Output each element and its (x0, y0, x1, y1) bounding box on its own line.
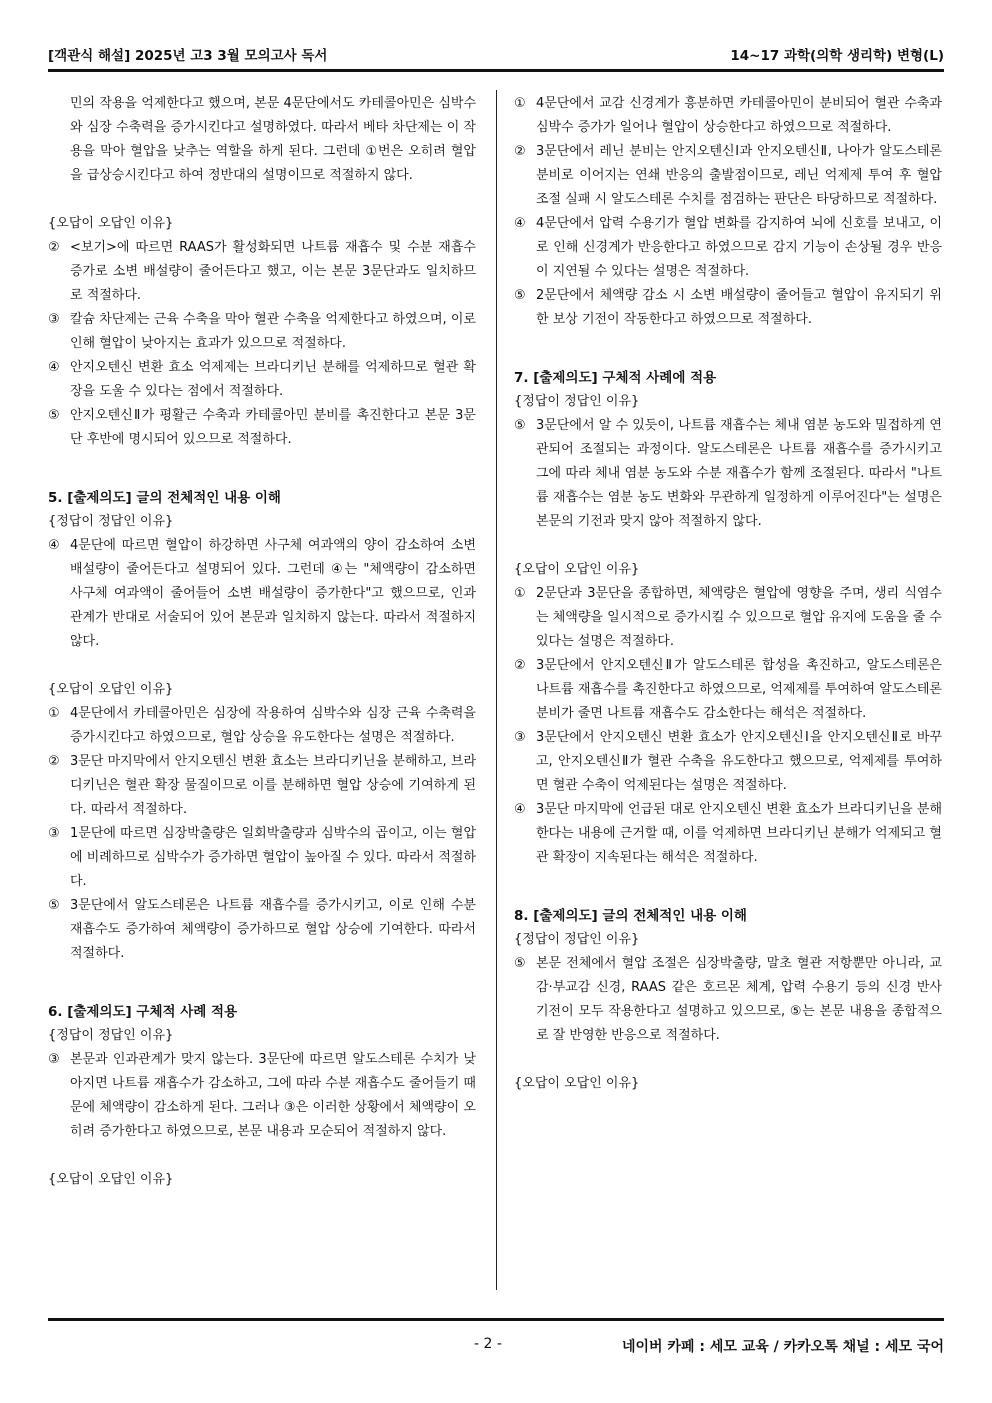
explanation-text: 3문단 마지막에 언급된 대로 안지오텐신 변환 효소가 브라디키닌을 분해한다는 내용에 근거할 때, 이를 억제하면 브라디키닌 분해가 억제되고 혈관 확장이 지속된다는 해석은 적절하다. (536, 802, 942, 865)
wrong-answer-label: {오답이 오답인 이유} (48, 1172, 174, 1187)
continued-paragraph: 민의 작용을 억제한다고 했으며, 본문 4문단에서도 카테콜아민은 심박수와 심장 수축력을 증가시킨다고 설명하였다. 따라서 베타 차단제는 이 작용을 막아 혈압을 낮추는 역할을 하게 된다. 그런데 ①번은 오히려 혈압을 급상승시킨다고 하여 정반대의 설명이므로 적절하지 않다. (70, 96, 476, 183)
correct-answer-label: {정답이 정답인 이유} (48, 1028, 174, 1043)
explanation-item (48, 1048, 476, 1144)
explanation-item (514, 212, 942, 284)
explanation-item (514, 582, 942, 654)
wrong-answer-label: {오답이 오답인 이유} (514, 1076, 640, 1091)
page-header (48, 44, 944, 68)
q5-wrong-list (48, 702, 476, 966)
explanation-text: 3문단 마지막에서 안지오텐신 변환 효소는 브라디키닌을 분해하고, 브라디키닌은 혈관 확장 물질이므로 이를 분해하면 혈압 상승에 기여하게 된다. 따라서 적절하다. (70, 754, 476, 817)
choice-number: ⑤ (48, 898, 60, 913)
explanation-text: <보기>에 따르면 RAAS가 활성화되면 나트륨 재흡수 및 수분 재흡수 증가로 소변 배설량이 줄어든다고 했고, 이는 본문 3문단과도 일치하므로 적절하다. (70, 240, 476, 303)
explanation-text: 3문단에서 알 수 있듯이, 나트륨 재흡수는 체내 염분 농도와 밀접하게 연관되어 조절되는 과정이다. 알도스테론은 나트륨 재흡수를 증가시키고 그에 따라 체내 염분 농도와 수분 재흡수가 함께 조절된다. 따라서 "나트륨 재흡수는 염분 농도 변화와 무관하게 일정하게 이루어진다"는 설명은 본문의 기전과 맞지 않아 적절하지 않다. (536, 418, 942, 529)
correct-answer-label: {정답이 정답인 이유} (514, 394, 640, 409)
explanation-item (48, 702, 476, 750)
footer-rule (48, 1318, 944, 1321)
page-number: - 2 - (474, 1336, 502, 1352)
header-title: [객관식 해설] 2025년 고3 3월 모의고사 독서 (48, 48, 328, 64)
wrong-answer-label: {오답이 오답인 이유} (48, 682, 174, 697)
choice-number: ④ (48, 538, 60, 553)
explanation-text: 안지오텐신Ⅱ가 평활근 수축과 카테콜아민 분비를 촉진한다고 본문 3문단 후반에 명시되어 있으므로 적절하다. (70, 408, 476, 447)
choice-number: ④ (514, 802, 526, 817)
choice-number: ② (514, 144, 526, 159)
choice-number: ③ (48, 312, 60, 327)
choice-number: ④ (48, 360, 60, 375)
choice-number: ③ (48, 1052, 60, 1067)
header-rule (48, 69, 944, 72)
explanation-text: 안지오텐신 변환 효소 억제제는 브라디키닌 분해를 억제하므로 혈관 확장을 도울 수 있다는 점에서 적절하다. (70, 360, 476, 399)
explanation-text: 3문단에서 안지오텐신 변환 효소가 안지오텐신Ⅰ을 안지오텐신Ⅱ로 바꾸고, 안지오텐신Ⅱ가 혈관 수축을 유도한다고 했으므로, 억제제를 투여하면 혈관 수축이 억제된다는 설명은 적절하다. (536, 730, 942, 793)
question-8-heading: 8. [출제의도] 글의 전체적인 내용 이해 (514, 908, 747, 924)
explanation-item (48, 750, 476, 822)
explanation-item (48, 822, 476, 894)
q6-correct-list (48, 1048, 476, 1144)
column-divider (496, 90, 497, 1290)
explanation-item (48, 404, 476, 452)
wrong-answer-label: {오답이 오답인 이유} (514, 562, 640, 577)
explanation-item (48, 236, 476, 308)
explanation-item (514, 92, 942, 140)
explanation-text: 2문단과 3문단을 종합하면, 체액량은 혈압에 영향을 주며, 생리 식염수는 체액량을 일시적으로 증가시킬 수 있으므로 혈압 유지에 도움을 줄 수 있다는 설명은 적절하다. (536, 586, 942, 649)
explanation-item (514, 726, 942, 798)
q7-wrong-list (514, 582, 942, 870)
explanation-text: 3문단에서 알도스테론은 나트륨 재흡수를 증가시키고, 이로 인해 수분 재흡수도 증가하여 체액량이 증가하므로 혈압 상승에 기여한다. 따라서 적절하다. (70, 898, 476, 961)
explanation-text: 3문단에서 안지오텐신Ⅱ가 알도스테론 합성을 촉진하고, 알도스테론은 나트륨 재흡수를 촉진한다고 하였으므로, 억제제를 투여하여 알도스테론 분비가 줄면 나트륨 재흡수도 감소한다는 해석은 적절하다. (536, 658, 942, 721)
choice-number: ② (48, 754, 60, 769)
explanation-text: 4문단에서 압력 수용기가 혈압 변화를 감지하여 뇌에 신호를 보내고, 이로 인해 신경계가 반응한다고 하였으므로 감지 기능이 손상될 경우 반응이 지연될 수 있다는 설명은 적절하다. (536, 216, 942, 279)
question-7-heading: 7. [출제의도] 구체적 사례에 적용 (514, 370, 717, 386)
left-column (48, 92, 476, 1192)
choice-number: ② (48, 240, 60, 255)
q6-wrong-list (514, 92, 942, 332)
explanation-item (48, 534, 476, 654)
question-5-heading: 5. [출제의도] 글의 전체적인 내용 이해 (48, 490, 281, 506)
right-column (514, 92, 942, 1096)
explanation-item (514, 414, 942, 534)
explanation-text: 4문단에서 카테콜아민은 심장에 작용하여 심박수와 심장 근육 수축력을 증가시킨다고 하였으므로, 혈압 상승을 유도한다는 설명은 적절하다. (70, 706, 476, 745)
choice-number: ① (48, 706, 60, 721)
explanation-item (514, 952, 942, 1048)
choice-number: ⑤ (514, 418, 526, 433)
explanation-text: 본문과 인과관계가 맞지 않는다. 3문단에 따르면 알도스테론 수치가 낮아지면 나트륨 재흡수가 감소하고, 그에 따라 수분 재흡수도 줄어들기 때문에 체액량이 감소하게 된다. 그러나 ③은 이러한 상황에서 체액량이 오히려 증가한다고 하였으므로, 본문 내용과 모순되어 적절하지 않다. (70, 1052, 476, 1139)
explanation-text: 3문단에서 레닌 분비는 안지오텐신Ⅰ과 안지오텐신Ⅱ, 나아가 알도스테론 분비로 이어지는 연쇄 반응의 출발점이므로, 레닌 억제제 투여 후 혈압 조절 실패 시 알도스테론 수치를 점검하는 판단은 타당하므로 적절하다. (536, 144, 942, 207)
explanation-item (48, 356, 476, 404)
explanation-item (514, 798, 942, 870)
explanation-item (514, 654, 942, 726)
explanation-text: 4문단에서 교감 신경계가 흥분하면 카테콜아민이 분비되어 혈관 수축과 심박수 증가가 일어나 혈압이 상승한다고 하였으므로 적절하다. (536, 96, 942, 135)
explanation-item (48, 894, 476, 966)
choice-number: ① (514, 586, 526, 601)
choice-number: ⑤ (514, 956, 526, 971)
choice-number: ② (514, 658, 526, 673)
wrong-answer-label: {오답이 오답인 이유} (48, 216, 174, 231)
correct-answer-label: {정답이 정답인 이유} (514, 932, 640, 947)
explanation-text: 4문단에 따르면 혈압이 하강하면 사구체 여과액의 양이 감소하여 소변 배설량이 줄어든다고 설명되어 있다. 그런데 ④는 "체액량이 감소하면 사구체 여과액이 줄어들어 소변 배설량이 증가한다"고 했으므로, 인과 관계가 반대로 서술되어 있어 본문과 일치하지 않는다. 따라서 적절하지 않다. (70, 538, 476, 649)
choice-number: ⑤ (48, 408, 60, 423)
explanation-item (48, 308, 476, 356)
footer-channel-info: 네이버 카페 : 세모 교육 / 카카오톡 채널 : 세모 국어 (621, 1339, 944, 1355)
explanation-item (514, 284, 942, 332)
explanation-item (514, 140, 942, 212)
header-subtitle: 14~17 과학(의학 생리학) 변형(L) (730, 48, 944, 64)
q4-wrong-list (48, 236, 476, 452)
choice-number: ③ (514, 730, 526, 745)
q5-correct-list (48, 534, 476, 654)
explanation-text: 칼슘 차단제는 근육 수축을 막아 혈관 수축을 억제한다고 하였으며, 이로 인해 혈압이 낮아지는 효과가 있으므로 적절하다. (70, 312, 476, 351)
choice-number: ⑤ (514, 288, 526, 303)
correct-answer-label: {정답이 정답인 이유} (48, 514, 174, 529)
explanation-text: 본문 전체에서 혈압 조절은 심장박출량, 말초 혈관 저항뿐만 아니라, 교감·부교감 신경, RAAS 같은 호르몬 체계, 압력 수용기 등의 신경 반사 기전이 모두 작용한다고 설명하고 있으므로, ⑤는 본문 내용을 종합적으로 잘 반영한 반응으로 적절하다. (536, 956, 942, 1043)
choice-number: ③ (48, 826, 60, 841)
q7-correct-list (514, 414, 942, 534)
q8-correct-list (514, 952, 942, 1048)
choice-number: ① (514, 96, 526, 111)
explanation-text: 2문단에서 체액량 감소 시 소변 배설량이 줄어들고 혈압이 유지되기 위한 보상 기전이 작동한다고 하였으므로 적절하다. (536, 288, 942, 327)
question-6-heading: 6. [출제의도] 구체적 사례 적용 (48, 1004, 238, 1020)
choice-number: ④ (514, 216, 526, 231)
explanation-text: 1문단에 따르면 심장박출량은 일회박출량과 심박수의 곱이고, 이는 혈압에 비례하므로 심박수가 증가하면 혈압이 높아질 수 있다. 따라서 적절하다. (70, 826, 476, 889)
